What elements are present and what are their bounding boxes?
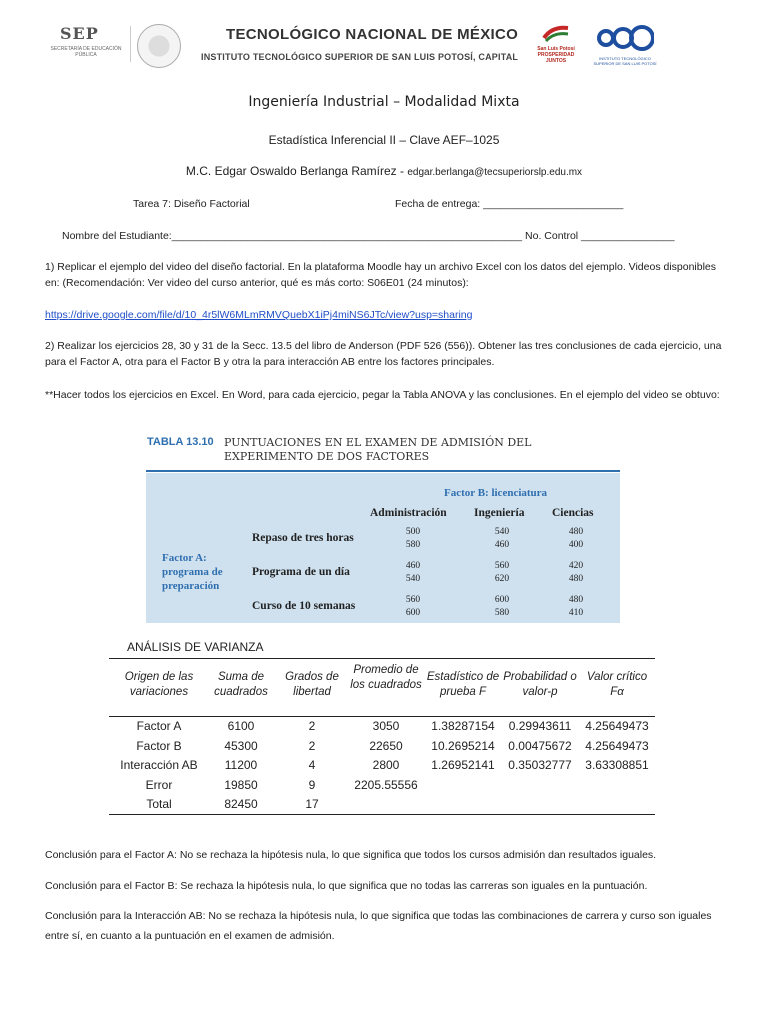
anova-header: Promedio de los cuadrados <box>350 664 422 691</box>
instruction-2: 2) Realizar los ejercicios 28, 30 y 31 de la Secc. 13.5 del libro de Anderson (PDF 526 (556)). Obtener las tres conclusiones de cada ejercicio, una para el Factor A, otra para el Factor B y otra la para interacción AB entre los factores principales. <box>45 340 722 368</box>
teacher-line <box>0 164 768 178</box>
anova-row-label: Factor B <box>136 738 182 753</box>
institution-title: TECNOLÓGICO NACIONAL DE MÉXICO <box>226 26 519 43</box>
program-title: Ingeniería Industrial – Modalidad Mixta <box>248 94 520 110</box>
anova-cell: 45300 <box>224 738 258 753</box>
itslp-logo-text: INSTITUTO TECNOLÓGICO SUPERIOR DE SAN LUIS POTOSÍ <box>593 56 657 66</box>
factor-a-label: Factor A: programa de preparación <box>162 552 223 592</box>
col-header-administracion: Administración <box>370 507 447 519</box>
anova-cell: 17 <box>305 797 319 811</box>
slp-logo-text: San Luis Potosí PROSPERIDAD JUNTOS <box>537 46 575 64</box>
row-label: Programa de un día <box>252 566 350 578</box>
table-cell: 560 620 <box>494 561 510 584</box>
table-cell: 540 460 <box>494 527 510 550</box>
anova-cell: 0.29943611 <box>508 719 572 733</box>
sep-logo-subtext: SECRETARÍA DE EDUCACIÓN PÚBLICA <box>50 46 122 58</box>
anova-cell: 19850 <box>224 777 258 792</box>
itslp-logo <box>592 22 658 66</box>
instruction-3: **Hacer todos los ejercicios en Excel. En Word, para cada ejercicio, pegar la Tabla ANOVA y las conclusiones. En el ejemplo del video se obtuvo: <box>45 389 720 401</box>
itslp-logo-icon <box>596 22 654 54</box>
table-cell: 480 410 <box>568 595 584 618</box>
row-label: Repaso de tres horas <box>252 532 354 544</box>
anova-row-label: Error <box>145 777 173 792</box>
teacher-email: edgar.berlanga@tecsuperiorslp.edu.mx <box>407 167 583 178</box>
institution-subtitle: INSTITUTO TECNOLÓGICO SUPERIOR DE SAN LUIS POTOSÍ, CAPITAL <box>201 52 519 62</box>
conclusion-factor-a: Conclusión para el Factor A: No se rechaza la hipótesis nula, lo que significa que todos los cursos admisión dan resultados iguales. <box>45 849 657 861</box>
table-cell: 460 540 <box>405 561 421 584</box>
conclusion-interaction-ab: Conclusión para la Interacción AB: No se rechaza la hipótesis nula, lo que significa que todas las combinaciones de carrera y curso son iguales entre sí, en cuanto a la puntuación en el examen de admisión. <box>45 910 712 942</box>
anova-cell: 6100 <box>227 719 255 733</box>
course-title: Estadística Inferencial II – Clave AEF–1025 <box>268 133 500 147</box>
sep-logo-text: SEP <box>60 24 99 43</box>
anova-cell: 22650 <box>369 738 403 753</box>
table-cell: 420 480 <box>568 561 584 584</box>
col-header-ingenieria: Ingeniería <box>474 507 525 519</box>
anova-cell: 0.35032777 <box>508 758 572 772</box>
anova-row-label: Interacción AB <box>120 758 198 772</box>
anova-header: Grados de libertad <box>285 671 339 698</box>
anova-cell: 4 <box>308 758 316 772</box>
anova-cell: 1.38287154 <box>431 719 495 733</box>
anova-header: Origen de las variaciones <box>124 671 194 698</box>
anova-row-label: Total <box>146 797 172 811</box>
anova-cell: 3050 <box>372 719 400 733</box>
anova-cell: 4.25649473 <box>585 719 649 733</box>
video-link[interactable]: https://drive.google.com/file/d/10_4r5lW6MLmRMVQuebX1iPj4miNS6JTc/view?usp=sharing <box>45 309 473 321</box>
col-header-ciencias: Ciencias <box>552 507 594 519</box>
factor-b-label: Factor B: licenciatura <box>444 487 548 499</box>
anova-cell: 82450 <box>224 797 258 811</box>
anova-cell: 2 <box>308 719 316 733</box>
anova-row-label: Factor A <box>136 719 182 733</box>
table-cell: 500 580 <box>405 527 421 550</box>
task-title: Tarea 7: Diseño Factorial <box>133 198 250 210</box>
conclusion-factor-b: Conclusión para el Factor B: Se rechaza la hipótesis nula, lo que significa que no todas las carreras son iguales en la puntuación. <box>45 880 648 892</box>
teacher-name: M.C. Edgar Oswaldo Berlanga Ramírez - <box>185 164 405 178</box>
anova-cell: 2800 <box>372 758 400 772</box>
figure-rule <box>146 470 620 472</box>
slp-logo <box>532 24 580 64</box>
anova-cell: 3.63308851 <box>585 758 649 772</box>
slp-logo-icon <box>542 24 570 42</box>
anova-cell: 10.2695214 <box>431 738 495 753</box>
figure-title: PUNTUACIONES EN EL EXAMEN DE ADMISIÓN DEL EXPERIMENTO DE DOS FACTORES <box>224 436 532 463</box>
anova-cell: 2205.55556 <box>354 777 418 792</box>
header-divider <box>130 26 131 62</box>
table-cell: 480 400 <box>568 527 584 550</box>
anova-cell: 2 <box>308 738 316 753</box>
anova-top-rule <box>109 658 655 659</box>
figure-number: TABLA 13.10 <box>147 436 214 448</box>
table-cell: 600 580 <box>494 595 510 618</box>
anova-cell: 9 <box>308 777 316 792</box>
anova-header: Probabilidad o valor-p <box>503 671 577 698</box>
anova-header-rule <box>109 716 655 717</box>
mexico-seal-icon <box>137 24 181 68</box>
anova-cell: 1.26952141 <box>431 758 495 772</box>
anova-header: Valor crítico Fα <box>586 671 648 698</box>
anova-header: Suma de cuadrados <box>214 671 268 698</box>
figure-table <box>146 473 620 623</box>
row-label: Curso de 10 semanas <box>252 600 356 612</box>
anova-header: Estadístico de prueba F <box>426 671 500 698</box>
instruction-1: 1) Replicar el ejemplo del video del diseño factorial. En la plataforma Moodle hay un archivo Excel con los datos del ejemplo. Videos disponibles en: (Recomendación: Ver video del curso anterior, qué es más corto: S06E01 (24 minutos): <box>45 261 717 289</box>
student-fields: Nombre del Estudiante:____________________________________________________________ No. Control ________________ <box>62 230 675 242</box>
due-date-field: Fecha de entrega: ________________________ <box>395 198 624 210</box>
anova-bottom-rule <box>109 814 655 815</box>
anova-cell: 4.25649473 <box>585 738 649 753</box>
anova-caption: ANÁLISIS DE VARIANZA <box>127 640 264 654</box>
table-cell: 560 600 <box>405 595 421 618</box>
anova-cell: 11200 <box>224 758 258 772</box>
anova-cell: 0.00475672 <box>508 738 572 753</box>
